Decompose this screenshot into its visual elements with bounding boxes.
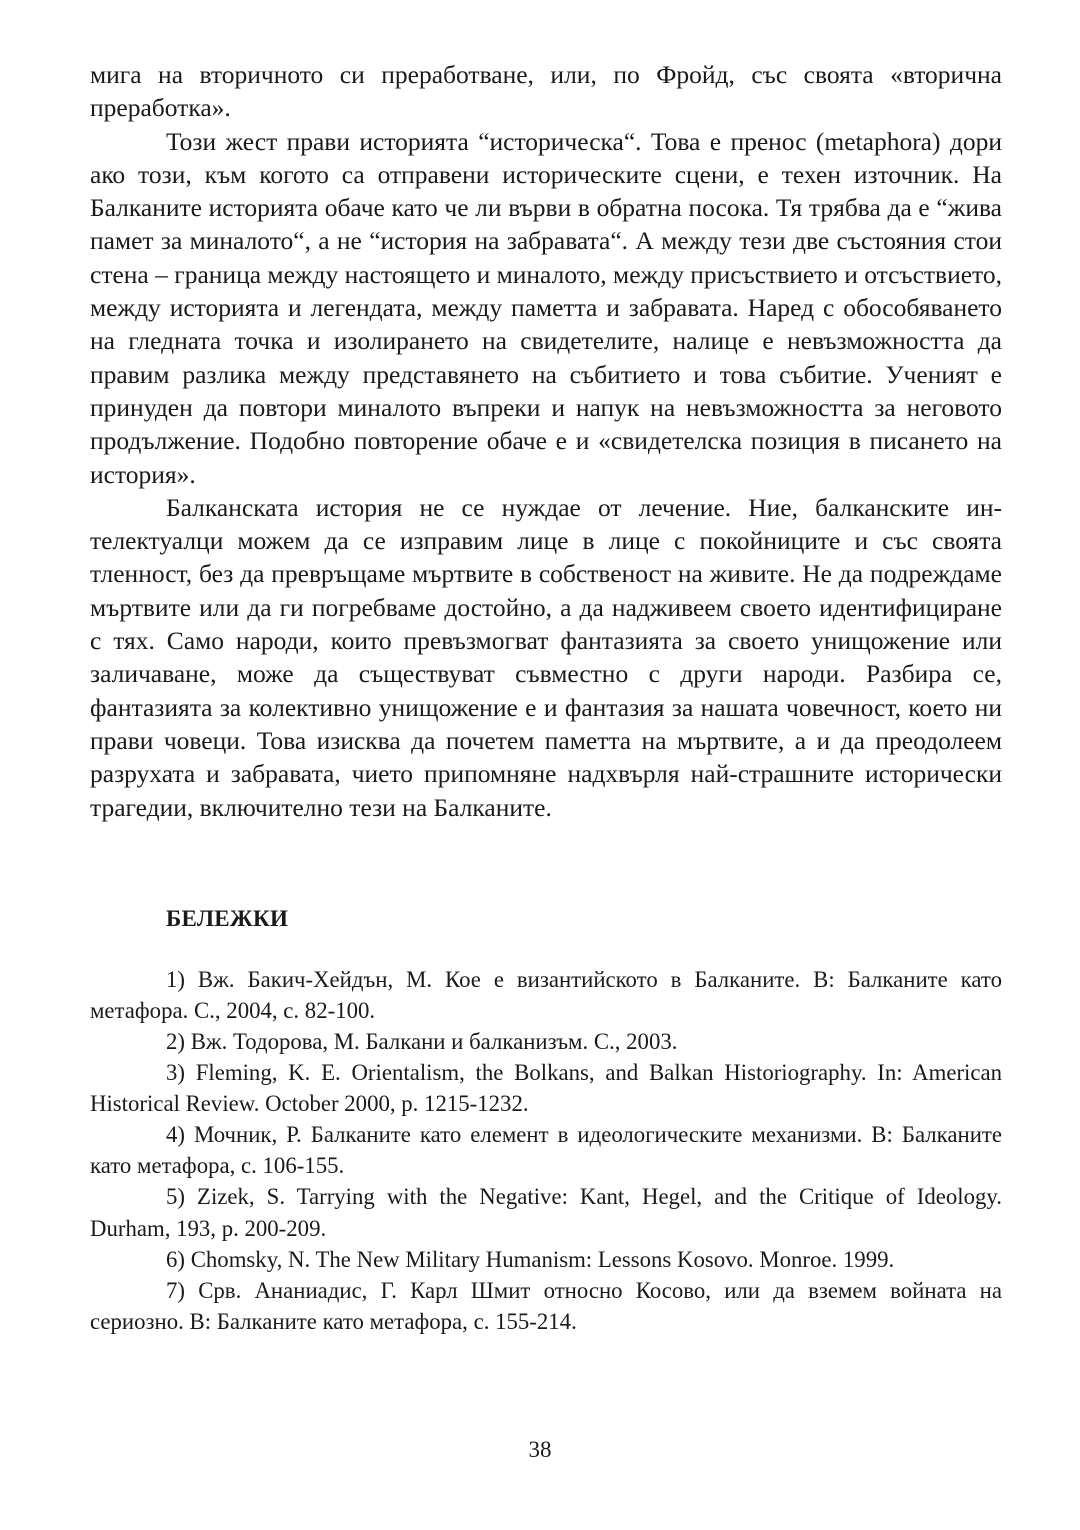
paragraph-continuation: мига на вторичното си преработване, или, по Фройд, със своята «вторична преработка». bbox=[90, 60, 1002, 123]
notes-heading: БЕЛЕЖКИ bbox=[166, 905, 289, 931]
note-item: 1) Вж. Бакич-Хейдън, М. Кое е византийското в Балканите. В: Балканите като метафора. С., 2004, с. 82-100. bbox=[90, 966, 1002, 1023]
notes-list bbox=[90, 964, 1002, 1337]
note-item: 3) Fleming, K. E. Orientalism, the Bolkans, and Balkan Historiography. In: American Historical Review. October 2000, p. 1215-1232. bbox=[90, 1060, 1002, 1117]
note-item: 4) Мочник, Р. Балканите като елемент в идеологическите механизми. В: Балканите като метафора, с. 106-155. bbox=[90, 1122, 1002, 1179]
body-text bbox=[90, 58, 1002, 824]
note-item: 5) Zizek, S. Tarrying with the Negative: Kant, Hegel, and the Critique of Ideology. Durham, 193, p. 200-209. bbox=[90, 1184, 1002, 1241]
note-item: 7) Срв. Ананиадис, Г. Карл Шмит относно Косово, или да вземем войната на сериозно. В: Балканите като метафора, с. 155-214. bbox=[90, 1277, 1002, 1334]
note-item: 2) Вж. Тодорова, М. Балкани и балканизъм. С., 2003. bbox=[166, 1029, 678, 1055]
page-content bbox=[90, 58, 1002, 1337]
paragraph: Балканската история не се нуждае от лечение. Ние, балканските интелектуалци можем да се изправим лице в лице с покойниците и със своята тленност, без да превръщаме мъртвите в собственост на живите. Не да подреждаме мъртвите или да ги погребваме достойно, а да надживеем своето идентифициране с тях. Само народи, които превъзмогват фантазията за своето унищожение или заличаване, може да съществуват съвместно с други народи. Разбира се, фантазията за колективно унищожение е и фантазия за нашата човечност, което ни прави човеци. Това изисква да почетем паметта на мъртвите, а и да преодолеем разрухата и забравата, чието припомняне надхвърля най-страшните исторически трагедии, включително тези на Балканите. bbox=[90, 492, 1002, 822]
paragraph: Този жест прави историята “историческа“. Това е пренос (metaphora) дори ако този, към когото са отправени историческите сцени, е техен източник. На Балканите историята обаче като че ли върви в обратна посока. Тя трябва да е “жива памет за миналото“, а не “история на забравата“. А между тези две състояния стои стена – граница между настоящето и миналото, между присъствието и отсъствието, между историята и легендата, между паметта и забравата. Наред с обособяването на гледната точка и изолирането на свидетелите, налице е невъзможността да правим разлика между представянето на събитието и това събитие. Ученият е принуден да повтори миналото въпреки и напук на невъзможността за неговото продължение. Подобно повторение обаче е и «свидетелска позиция в писането на история». bbox=[90, 126, 1002, 489]
note-item: 6) Chomsky, N. The New Military Humanism: Lessons Kosovo. Monroe. 1999. bbox=[166, 1246, 895, 1272]
page-number: 38 bbox=[528, 1437, 552, 1462]
